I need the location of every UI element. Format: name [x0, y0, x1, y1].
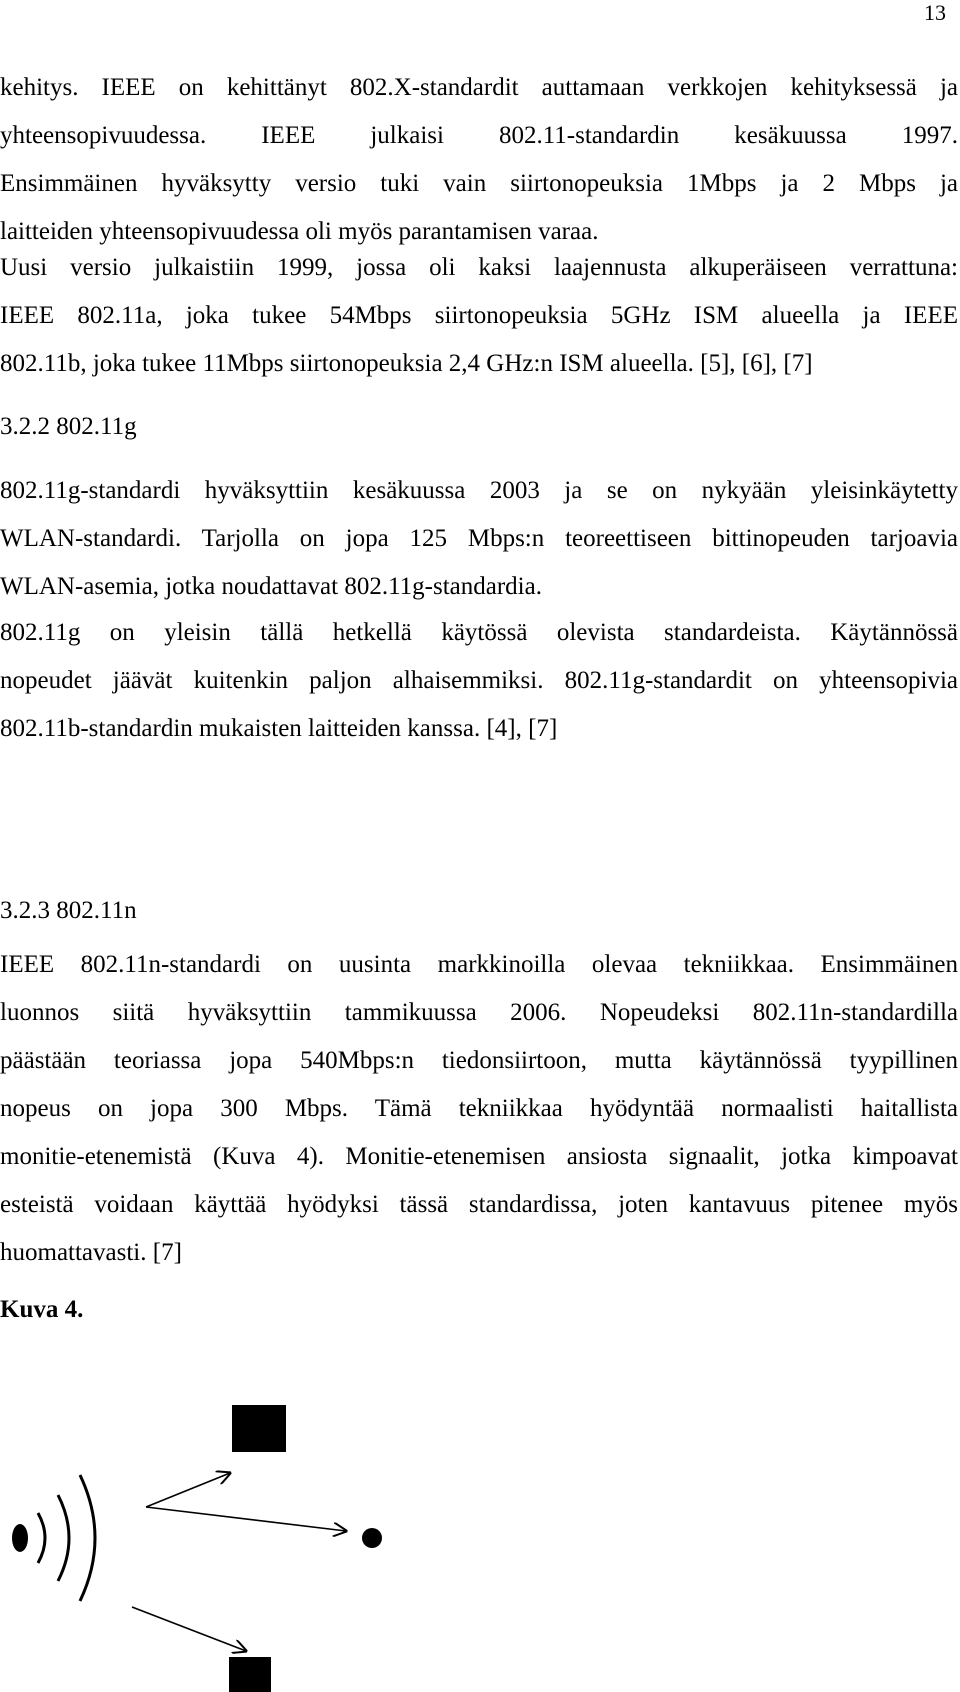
text-line: esteistä voidaan käyttää hyödyksi tässä standardissa, joten kantavuus pitenee myös: [0, 1191, 958, 1218]
paragraph-802-11g-usage: [0, 609, 958, 753]
text-line: 802.11g-standardi hyväksyttiin kesäkuussa 2003 ja se on nykyään yleisinkäytetty: [0, 477, 958, 504]
text-line: IEEE 802.11a, joka tukee 54Mbps siirtonopeuksia 5GHz ISM alueella ja IEEE: [0, 302, 958, 329]
text-line: Ensimmäinen hyväksytty versio tuki vain siirtonopeuksia 1Mbps ja 2 Mbps ja: [0, 170, 958, 197]
paragraph-intro: [0, 64, 958, 256]
text-line: monitie-etenemistä (Kuva 4). Monitie-etenemisen ansiosta signaalit, jotka kimpoavat: [0, 1143, 958, 1170]
path-reflected-top: [146, 1507, 346, 1531]
figure-caption: Kuva 4.: [0, 1296, 84, 1323]
path-to-bottom-obstacle: [132, 1607, 246, 1651]
text-line: WLAN-standardi. Tarjolla on jopa 125 Mbps:n teoreettiseen bittinopeuden tarjoavia: [0, 525, 958, 552]
text-line: kehitys. IEEE on kehittänyt 802.X-standardit auttamaan verkkojen kehityksessä ja: [0, 74, 958, 101]
transmitter-icon: [12, 1475, 95, 1601]
path-to-top-obstacle: [146, 1473, 230, 1507]
multipath-diagram: [0, 1395, 420, 1692]
section-heading-802-11n: 3.2.3 802.11n: [0, 897, 137, 924]
text-line: nopeudet jäävät kuitenkin paljon alhaisemmiksi. 802.11g-standardit on yhteensopivia: [0, 667, 958, 694]
paragraph-new-version: [0, 244, 958, 388]
text-line: yhteensopivuudessa. IEEE julkaisi 802.11-standardin kesäkuussa 1997.: [0, 122, 958, 149]
paragraph-802-11n: [0, 941, 958, 1277]
text-line: 802.11g on yleisin tällä hetkellä käytössä olevista standardeista. Käytännössä: [0, 619, 958, 646]
text-line: nopeus on jopa 300 Mbps. Tämä tekniikkaa hyödyntää normaalisti haitallista: [0, 1095, 958, 1122]
text-line: päästään teoriassa jopa 540Mbps:n tiedonsiirtoon, mutta käytännössä tyypillinen: [0, 1047, 958, 1074]
section-heading-802-11g: 3.2.2 802.11g: [0, 413, 137, 440]
text-line: luonnos siitä hyväksyttiin tammikuussa 2006. Nopeudeksi 802.11n-standardilla: [0, 999, 958, 1026]
page-number: 13: [924, 0, 946, 25]
text-line: Uusi versio julkaistiin 1999, jossa oli kaksi laajennusta alkuperäiseen verrattuna:: [0, 254, 958, 281]
paragraph-802-11g: [0, 467, 958, 611]
obstacle-top: [232, 1405, 286, 1452]
obstacle-bottom: [229, 1657, 271, 1692]
text-line: huomattavasti. [7]: [0, 1239, 182, 1266]
text-line: laitteiden yhteensopivuudessa oli myös parantamisen varaa.: [0, 218, 599, 245]
text-line: 802.11b-standardin mukaisten laitteiden kanssa. [4], [7]: [0, 715, 558, 742]
text-line: WLAN-asemia, jotka noudattavat 802.11g-standardia.: [0, 573, 542, 600]
receiver-icon: [362, 1528, 382, 1548]
text-line: 802.11b, joka tukee 11Mbps siirtonopeuksia 2,4 GHz:n ISM alueella. [5], [6], [7]: [0, 350, 813, 377]
text-line: IEEE 802.11n-standardi on uusinta markkinoilla olevaa tekniikkaa. Ensimmäinen: [0, 951, 958, 978]
